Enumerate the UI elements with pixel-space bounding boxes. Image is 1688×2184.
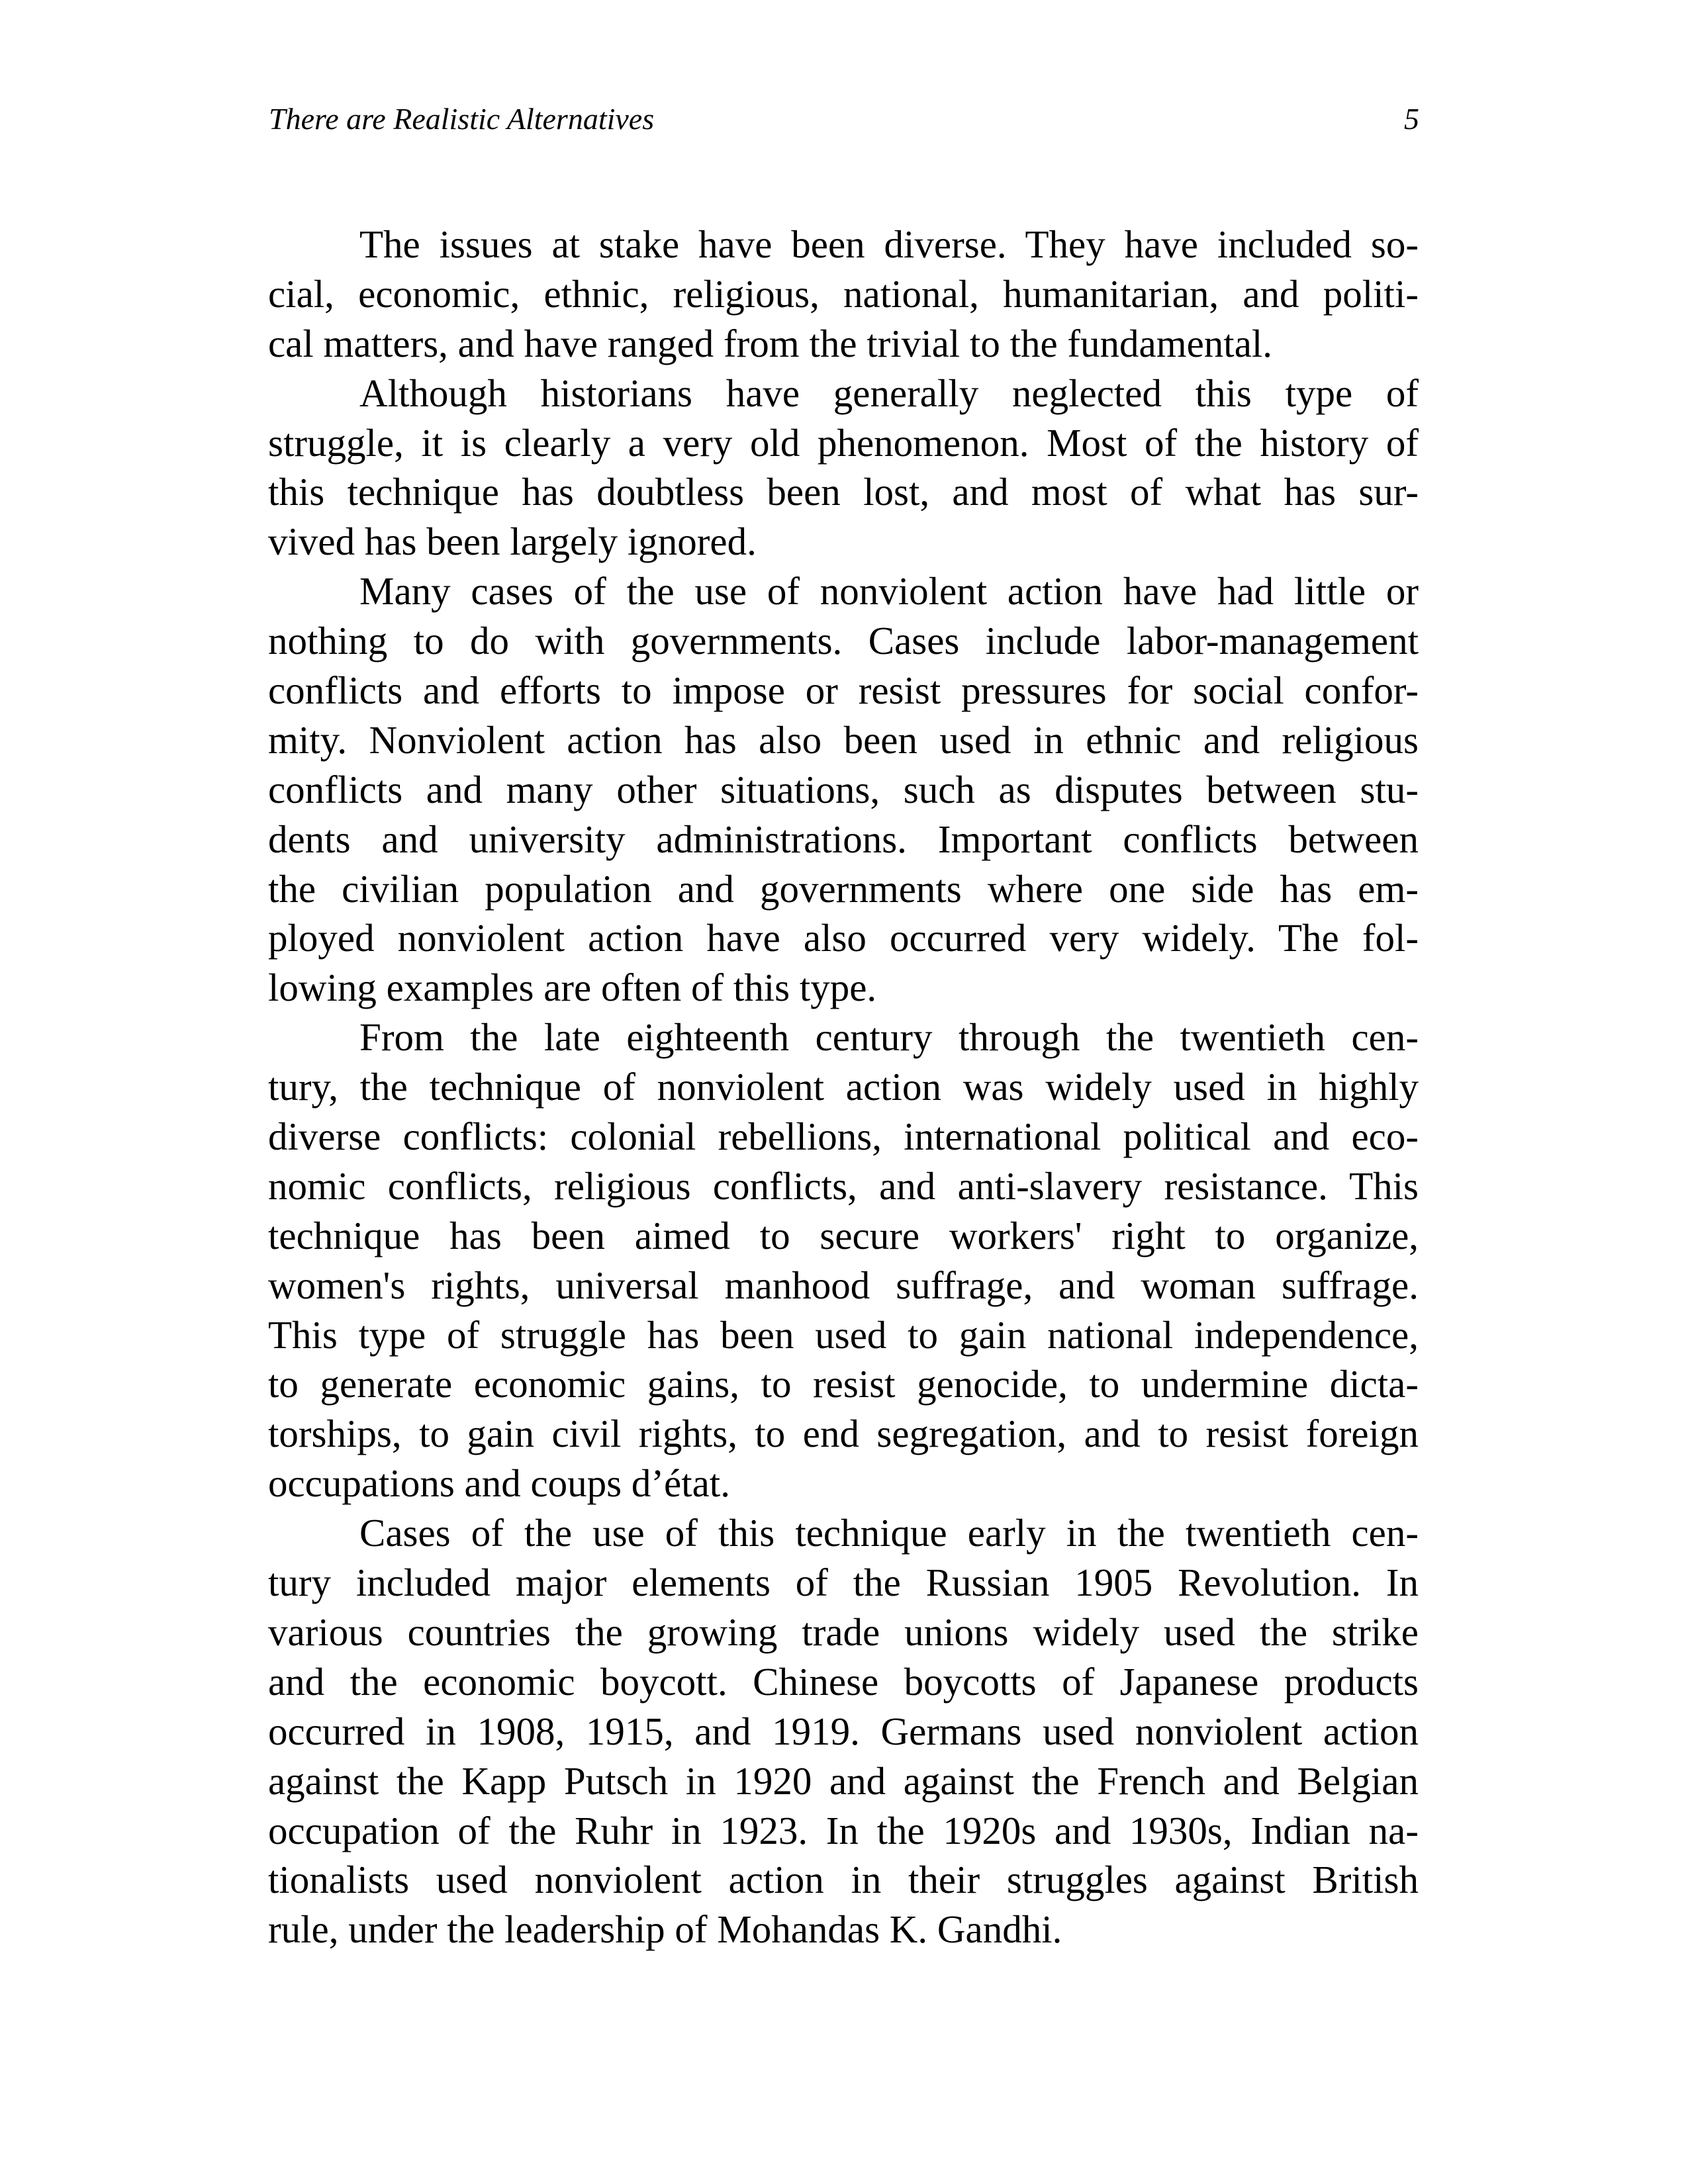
text-line: tury, the technique of nonviolent action was widely used in highly bbox=[268, 1065, 1419, 1109]
text-line: Many cases of the use of nonviolent action have had little or bbox=[359, 569, 1419, 614]
text-line: Cases of the use of this technique early in the twentieth cen- bbox=[359, 1511, 1419, 1555]
text-line: struggle, it is clearly a very old phenomenon. Most of the history of bbox=[268, 420, 1419, 465]
text-line: this technique has doubtless been lost, and most of what has sur- bbox=[268, 470, 1419, 514]
text-line: occupation of the Ruhr in 1923. In the 1920s and 1930s, Indian na- bbox=[268, 1808, 1419, 1852]
text-line: cal matters, and have ranged from the trivial to the fundamental. bbox=[268, 321, 1273, 365]
text-line: dents and university administrations. Important conflicts between bbox=[268, 817, 1419, 861]
text-line: and the economic boycott. Chinese boycotts of Japanese products bbox=[268, 1659, 1419, 1704]
text-line: cial, economic, ethnic, religious, national, humanitarian, and politi- bbox=[268, 271, 1419, 316]
text-line: occupations and coups d’état. bbox=[268, 1461, 730, 1506]
text-line: tury included major elements of the Russian 1905 Revolution. In bbox=[268, 1561, 1419, 1605]
text-line: torships, to gain civil rights, to end segregation, and to resist foreign bbox=[268, 1412, 1419, 1456]
text-line: mity. Nonviolent action has also been used in ethnic and religious bbox=[268, 717, 1419, 762]
text-line: rule, under the leadership of Mohandas K. Gandhi. bbox=[268, 1907, 1062, 1952]
text-line: tionalists used nonviolent action in their struggles against British bbox=[268, 1858, 1419, 1902]
text-line: The issues at stake have been diverse. They have included so- bbox=[359, 222, 1419, 266]
text-line: ployed nonviolent action have also occurred very widely. The fol- bbox=[268, 916, 1419, 960]
text-line: Although historians have generally neglected this type of bbox=[359, 371, 1419, 415]
paragraph-early-twentieth-century-cases bbox=[268, 1508, 1419, 1954]
page-number: 5 bbox=[1404, 102, 1419, 136]
text-line: occurred in 1908, 1915, and 1919. Germans used nonviolent action bbox=[268, 1709, 1419, 1753]
paragraph-issues-at-stake bbox=[268, 220, 1419, 369]
text-line: From the late eighteenth century through the twentieth cen- bbox=[359, 1015, 1419, 1060]
text-line: conflicts and many other situations, such as disputes between stu- bbox=[268, 767, 1419, 811]
text-line: vived has been largely ignored. bbox=[268, 520, 757, 564]
text-line: women's rights, universal manhood suffrage, and woman suffrage. bbox=[268, 1263, 1419, 1307]
body-text bbox=[268, 220, 1419, 1954]
running-header bbox=[269, 99, 1419, 139]
text-line: This type of struggle has been used to gain national independence, bbox=[268, 1312, 1419, 1357]
running-title: There are Realistic Alternatives bbox=[269, 102, 655, 136]
text-line: various countries the growing trade unions widely used the strike bbox=[268, 1610, 1419, 1654]
text-line: the civilian population and governments where one side has em- bbox=[268, 866, 1419, 911]
text-line: diverse conflicts: colonial rebellions, international political and eco- bbox=[268, 1115, 1419, 1159]
text-line: against the Kapp Putsch in 1920 and against the French and Belgian bbox=[268, 1758, 1419, 1803]
text-line: technique has been aimed to secure workers' right to organize, bbox=[268, 1213, 1419, 1257]
text-line: nothing to do with governments. Cases include labor-management bbox=[268, 619, 1419, 663]
text-line: to generate economic gains, to resist genocide, to undermine dicta- bbox=[268, 1362, 1419, 1406]
paragraph-historians-neglected bbox=[268, 369, 1419, 567]
text-line: conflicts and efforts to impose or resist pressures for social confor- bbox=[268, 668, 1419, 713]
paragraph-eighteenth-twentieth-century bbox=[268, 1013, 1419, 1508]
text-line: lowing examples are often of this type. bbox=[268, 966, 877, 1010]
text-line: nomic conflicts, religious conflicts, and anti-slavery resistance. This bbox=[268, 1163, 1419, 1208]
paragraph-non-governmental-cases bbox=[268, 567, 1419, 1013]
